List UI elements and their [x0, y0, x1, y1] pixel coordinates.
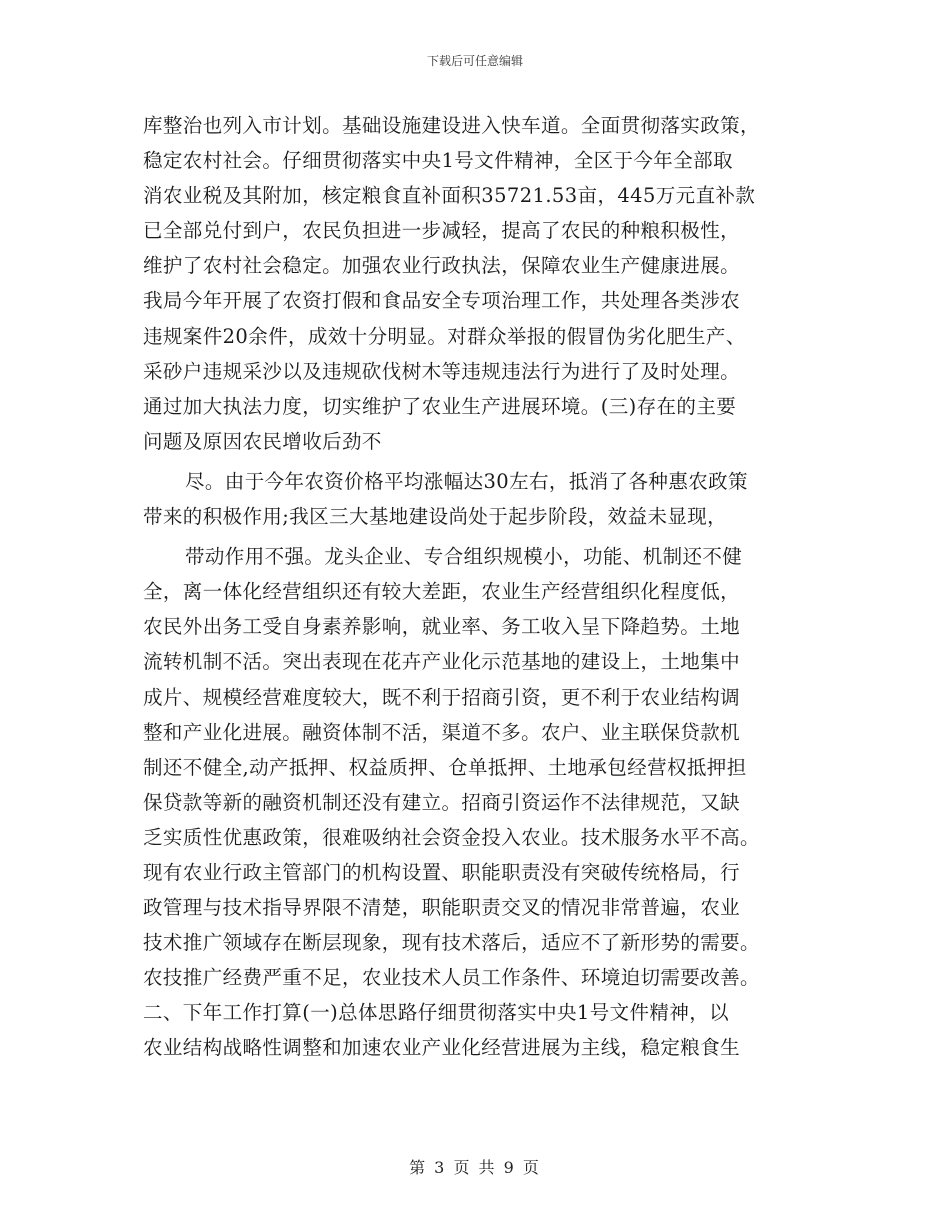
text-line: 乏实质性优惠政策，很难吸纳社会资金投入农业。技术服务水平不高。 [143, 825, 760, 849]
text-line: 库整治也列入市计划。基础设施建设进入快车道。全面贯彻落实政策， [143, 114, 760, 137]
text-line: 农民外出务工受自身素养影响，就业率、务工收入呈下降趋势。土地 [143, 615, 741, 639]
text-line: 政管理与技术指导界限不清楚，职能职责交叉的情况非常普遍，农业 [143, 896, 741, 920]
document-body [143, 108, 803, 1066]
text-line: 带来的积极作用;我区三大基地建设尚处于起步阶段，效益未显现， [143, 505, 728, 529]
text-line: 采砂户违规采沙以及违规砍伐树木等违规违法行为进行了及时处理。 [143, 359, 741, 383]
text-line: 已全部兑付到户，农民负担进一步减轻，提高了农民的种粮积极性， [143, 219, 741, 243]
text-line: 保贷款等新的融资机制还没有建立。招商引资运作不法律规范，又缺 [143, 790, 741, 814]
text-line: 通过加大执法力度，切实维护了农业生产进展环境。(三)存在的主要 [143, 394, 737, 418]
page-number-footer: 第 3 页 共 9 页 [409, 1158, 541, 1177]
text-line: 我局今年开展了农资打假和食品安全专项治理工作，共处理各类涉农 [143, 289, 741, 313]
text-line: 技术推广领域存在断层现象，现有技术落后，适应不了新形势的需要。 [143, 931, 760, 955]
text-line: 流转机制不活。突出表现在花卉产业化示范基地的建设上，土地集中 [143, 650, 741, 674]
text-line: 二、下年工作打算(一)总体思路仔细贯彻落实中央1号文件精神，以 [143, 1001, 730, 1025]
text-line: 违规案件20余件，成效十分明显。对群众举报的假冒伪劣化肥生产、 [143, 324, 746, 348]
text-line: 制还不健全,动产抵押、权益质押、仓单抵押、土地承包经营权抵押担 [143, 755, 747, 779]
text-line: 整和产业化进展。融资体制不活，渠道不多。农户、业主联保贷款机 [143, 720, 741, 744]
text-line: 消农业税及其附加，核定粮食直补面积35721.53亩，445万元直补款 [143, 184, 756, 208]
text-line: 农业结构战略性调整和加速农业产业化经营进展为主线，稳定粮食生 [143, 1036, 741, 1060]
text-line: 维护了农村社会稳定。加强农业行政执法，保障农业生产健康进展。 [143, 254, 741, 278]
text-line: 带动作用不强。龙头企业、专合组织规模小，功能、机制还不健 [185, 545, 743, 569]
page-header: 下载后可任意编辑 [426, 54, 523, 68]
text-line: 稳定农村社会。仔细贯彻落实中央1号文件精神，全区于今年全部取 [143, 149, 733, 173]
text-line: 现有农业行政主管部门的机构设置、职能职责没有突破传统格局，行 [143, 860, 741, 884]
text-line: 农技推广经费严重不足，农业技术人员工作条件、环境迫切需要改善。 [143, 966, 760, 990]
text-line: 成片、规模经营难度较大，既不利于招商引资，更不利于农业结构调 [143, 685, 741, 709]
text-line: 全，离一体化经营组织还有较大差距，农业生产经营组织化程度低， [143, 580, 741, 604]
text-line: 问题及原因农民增收后劲不 [143, 429, 382, 453]
text-line: 尽。由于今年农资价格平均涨幅达30左右，抵消了各种惠农政策 [185, 469, 748, 493]
